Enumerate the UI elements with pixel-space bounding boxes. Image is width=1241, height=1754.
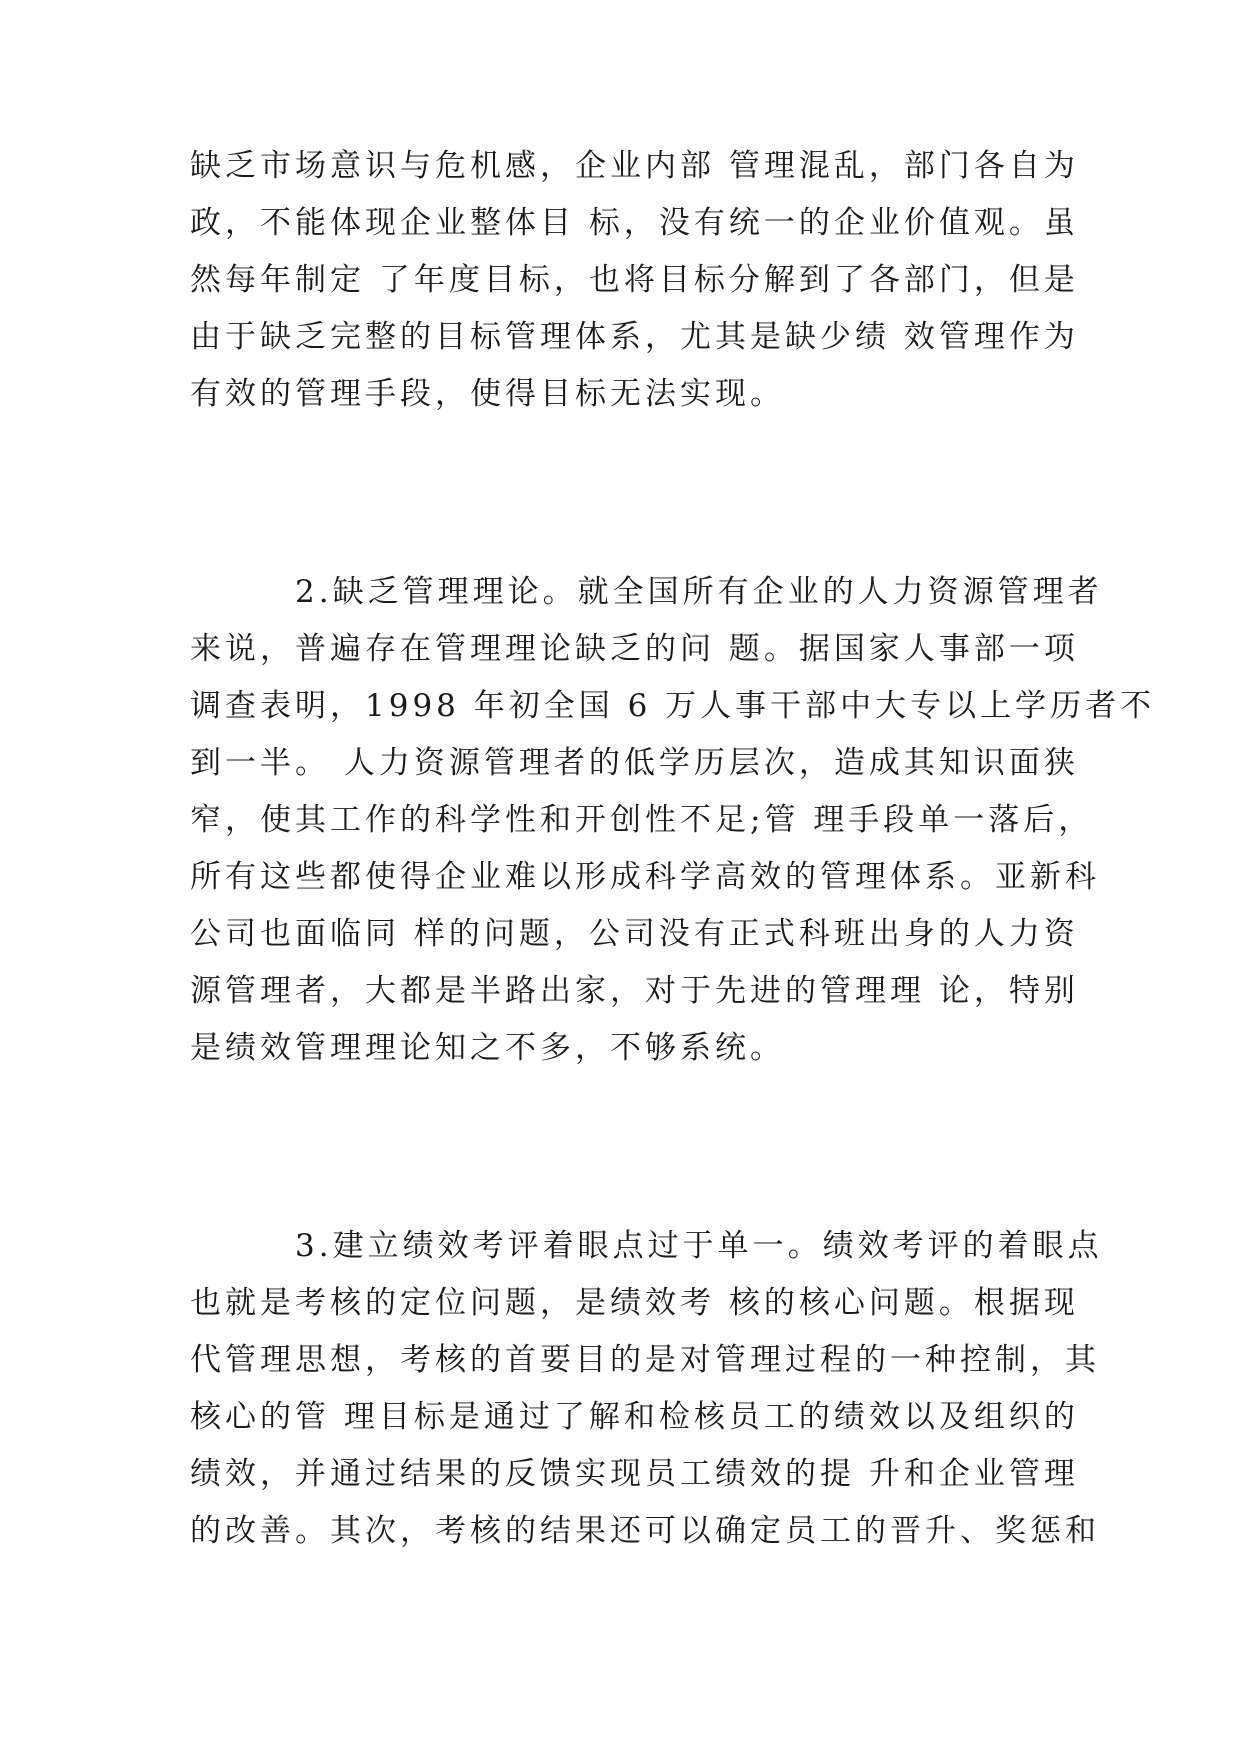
text-line: 窄，使其工作的科学性和开创性不足;管 理手段单一落后， (190, 802, 1094, 838)
text-line: 绩效，并通过结果的反馈实现员工绩效的提 升和企业管理 (190, 1456, 1079, 1492)
text-line: 有效的管理手段，使得目标无法实现。 (190, 376, 785, 412)
text-line: 核心的管 理目标是通过了解和检核员工的绩效以及组织的 (190, 1399, 1079, 1435)
text-line: 缺乏市场意识与危机感，企业内部 管理混乱，部门各自为 (190, 148, 1079, 184)
text-line: 调查表明，1998 年初全国 6 万人事干部中大专以上学历者不 (190, 688, 1156, 724)
text-line: 来说，普遍存在管理理论缺乏的问 题。据国家人事部一项 (190, 631, 1079, 667)
text-line: 然每年制定 了年度目标，也将目标分解到了各部门，但是 (190, 262, 1079, 298)
text-line: 代管理思想，考核的首要目的是对管理过程的一种控制，其 (190, 1342, 1100, 1378)
text-line: 2.缺乏管理理论。就全国所有企业的人力资源管理者 (295, 574, 1103, 610)
text-line: 由于缺乏完整的目标管理体系，尤其是缺少绩 效管理作为 (190, 319, 1079, 355)
text-line: 政，不能体现企业整体目 标，没有统一的企业价值观。虽 (190, 205, 1079, 241)
text-line: 的改善。其次，考核的结果还可以确定员工的晋升、奖惩和 (190, 1513, 1100, 1549)
text-line: 3.建立绩效考评着眼点过于单一。绩效考评的着眼点 (295, 1228, 1103, 1264)
text-line: 是绩效管理理论知之不多，不够系统。 (190, 1030, 785, 1066)
text-line: 也就是考核的定位问题，是绩效考 核的核心问题。根据现 (190, 1285, 1079, 1321)
text-line: 所有这些都使得企业难以形成科学高效的管理体系。亚新科 (190, 859, 1100, 895)
text-line: 源管理者，大都是半路出家，对于先进的管理理 论，特别 (190, 973, 1079, 1009)
text-line: 公司也面临同 样的问题，公司没有正式科班出身的人力资 (190, 916, 1079, 952)
text-line: 到一半。 人力资源管理者的低学历层次，造成其知识面狭 (190, 745, 1079, 781)
